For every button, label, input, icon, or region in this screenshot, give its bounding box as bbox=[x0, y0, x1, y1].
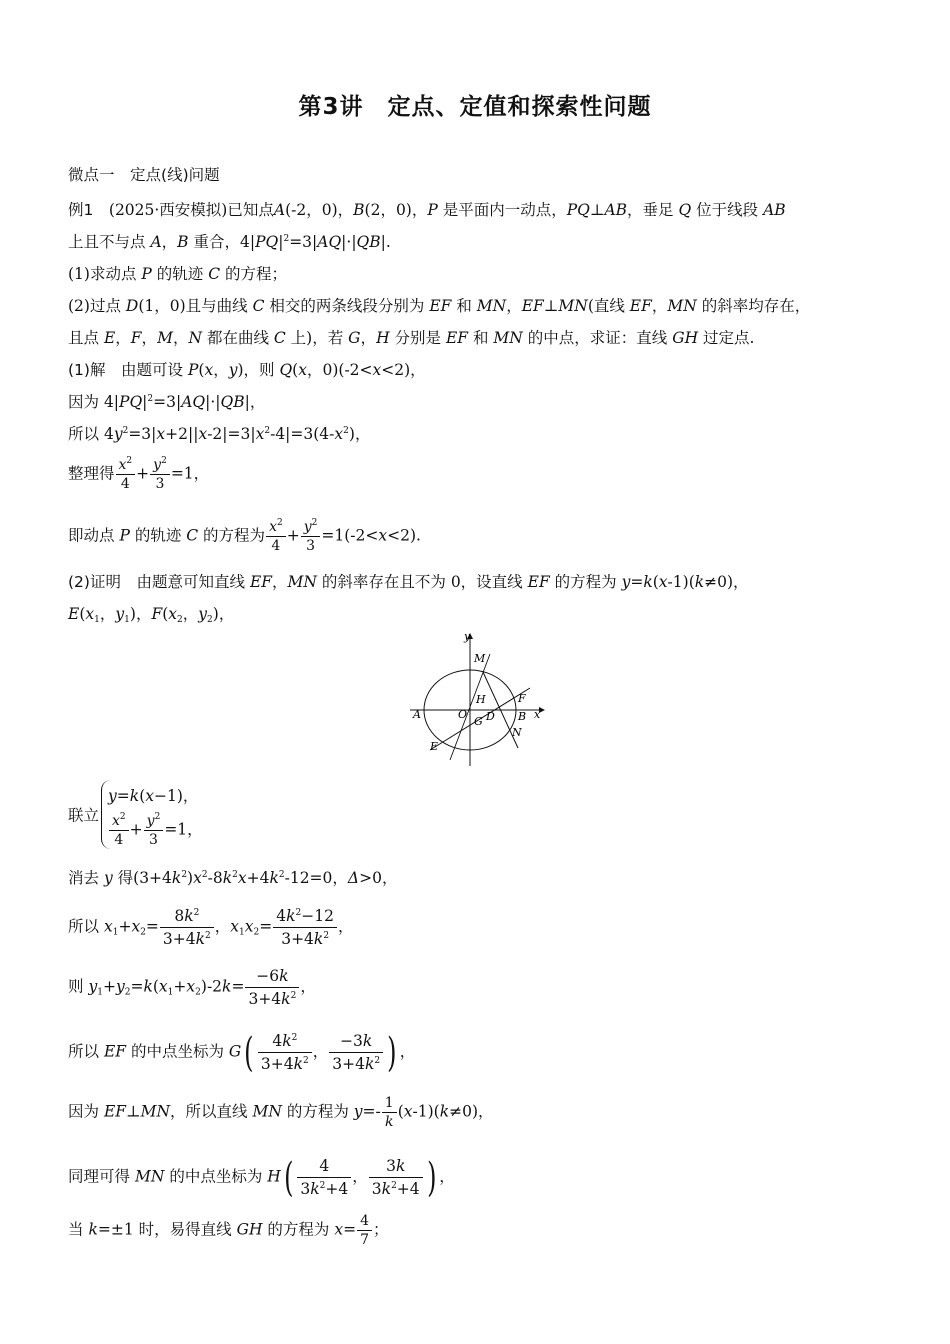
label-E: E bbox=[430, 740, 439, 753]
label-O: O bbox=[458, 708, 468, 721]
solution-2-label: (2)证明 bbox=[68, 573, 121, 591]
label-A: A bbox=[413, 708, 421, 721]
label-B: B bbox=[518, 710, 527, 723]
question-2-line-1: (2)过点 D(1，0)且与曲线 C 相交的两条线段分别为 EF 和 MN，EF⊥MN(直线 EF，MN 的斜率均存在， bbox=[68, 297, 811, 315]
label-y: y bbox=[464, 630, 471, 643]
y-sum-line: 则 $y_1+y_2=k(x_1+x_2)-2k=$ $\frac{-6k}{3+4k^2}$ ， bbox=[68, 967, 316, 1008]
question-1: (1)求动点 P 的轨迹 C 的方程； bbox=[68, 265, 288, 283]
section-heading bbox=[68, 165, 220, 185]
example-source: (2025·西安模拟) bbox=[108, 201, 228, 219]
page-title: 第3讲 定点、定值和探索性问题 bbox=[298, 94, 652, 120]
section-label: 微点一 bbox=[68, 166, 115, 184]
label-F: F bbox=[518, 692, 526, 705]
label-H: H bbox=[476, 693, 486, 706]
label-N: N bbox=[512, 726, 522, 739]
solution-1-equation: 整理得 $\frac{x^2}{4}$ + $\frac{y^2}{3}$ =1， bbox=[68, 456, 210, 492]
vieta-line: 所以 $x_1+x_2=$ $\frac{8k^2}{3+4k^2}$ ，$x_1x_2=$ $\frac{4k^2-12}{3+4k^2}$ ， bbox=[68, 907, 354, 948]
special-case-line: 当 k=±1 时，易得直线 GH 的方程为 x= $\frac{4}{7}$ ； bbox=[68, 1213, 389, 1248]
midpoint-H-line: 同理可得 MN 的中点坐标为 H( $\frac{4}{3k^2+4}$ ， $\frac{3k}{3k^2+4}$ ) ， bbox=[68, 1154, 455, 1201]
solution-2-line-2: $E(x_1$，$y_1$)，$F(x_2$，$y_2$)， bbox=[68, 605, 235, 625]
line-MN-equation: 因为 EF⊥MN，所以直线 MN 的方程为 y=- $\frac{1}{k}$ (x-1)(k≠0)， bbox=[68, 1095, 494, 1130]
system-of-equations: 联立 y=k(x−1)， $\frac{x^2}{4}$ + $\frac{y^2}{3}$ =1， bbox=[68, 780, 203, 849]
label-G: G bbox=[474, 715, 483, 728]
example-line-1: 例1 (2025·西安模拟)已知点A(-2，0)，B(2，0)，P 是平面内一动点，PQ⊥AB，垂足 Q 位于线段 AB bbox=[68, 201, 786, 219]
label-D: D bbox=[486, 710, 495, 723]
solution-1-line-3: 所以 $4y^2=3|x+2||x-2|=3|x^2-4|=3(4-x^2)$， bbox=[68, 425, 371, 443]
solution-1-label: (1)解 bbox=[68, 361, 106, 379]
solution-2-line-1: (2)证明 由题意可知直线 EF，MN 的斜率存在且不为 0，设直线 EF 的方程为 y=k(x-1)(k≠0)， bbox=[68, 573, 749, 591]
ellipse-figure bbox=[408, 630, 548, 770]
solution-1-line-2: 因为 $4|PQ|^2=3|AQ|\cdot|QB|$， bbox=[68, 393, 266, 411]
example-line-2: 上且不与点 A，B 重合，$4|PQ|^2=3|AQ|\cdot|QB|$. bbox=[68, 233, 391, 251]
midpoint-G-line: 所以 EF 的中点坐标为 G( $\frac{4k^2}{3+4k^2}$ ， $\frac{-3k}{3+4k^2}$ ) ， bbox=[68, 1029, 416, 1076]
solution-1-line-1: (1)解 由题可设 P(x，y)，则 Q(x，0)(-2<x<2)， bbox=[68, 361, 426, 379]
eliminate-line: 消去 y 得$(3+4k^2)x^2-8k^2x+4k^2-12=0$，Δ>0， bbox=[68, 869, 398, 887]
solution-1-conclusion: 即动点 P 的轨迹 C 的方程为 $\frac{x^2}{4}$ + $\frac{y^2}{3}$ =1(-2<x<2). bbox=[68, 518, 421, 554]
example-label: 例1 bbox=[68, 201, 94, 219]
question-2-line-2: 且点 E，F，M，N 都在曲线 C 上)，若 G，H 分别是 EF 和 MN 的中点，求证：直线 GH 过定点. bbox=[68, 329, 755, 347]
label-x: x bbox=[534, 708, 541, 721]
label-M: M bbox=[474, 652, 486, 665]
section-topic: 定点(线)问题 bbox=[130, 166, 220, 184]
